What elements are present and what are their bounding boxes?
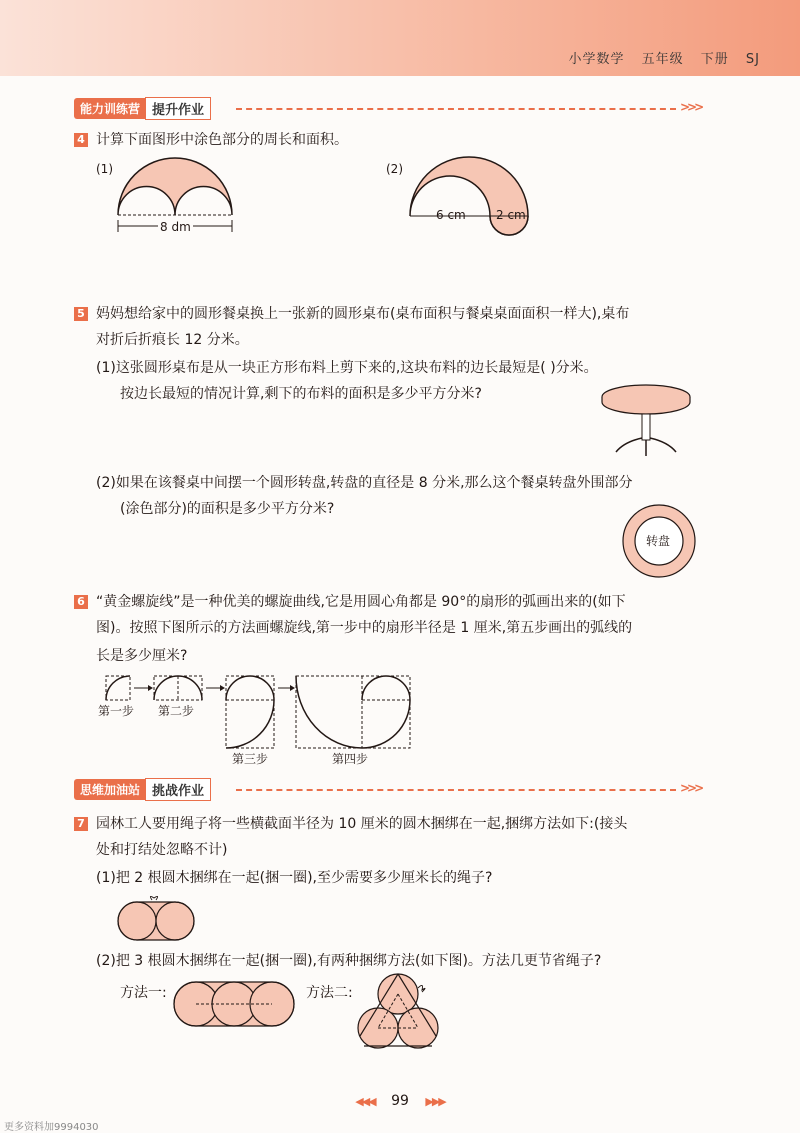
question-text: 计算下面图形中涂色部分的周长和面积。	[96, 132, 348, 148]
subquestion-text: (1)把 2 根圆木捆绑在一起(捆一圈),至少需要多少厘米长的绳子?	[96, 870, 493, 886]
next-arrows-icon: ▶▶▶	[425, 1095, 445, 1108]
question-text: 园林工人要用绳子将一些横截面半径为 10 厘米的圆木捆绑在一起,捆绑方法如下:(接头	[96, 816, 628, 832]
subquestion-text: (涂色部分)的面积是多少平方分米?	[120, 501, 335, 517]
section-header-1	[74, 97, 211, 119]
subquestion-text: (1)这张圆形桌布是从一块正方形布料上剪下来的,这块布料的边长最短是( )分米。	[96, 360, 598, 376]
question-text: 处和打结处忽略不计)	[96, 842, 228, 858]
page-number: 99	[391, 1093, 409, 1109]
step-label: 第一步	[98, 704, 135, 718]
section-tag: 思维加油站	[74, 779, 146, 800]
edition: SJ	[745, 52, 760, 67]
golden-spiral-steps-figure	[100, 672, 420, 752]
step-label: 第三步	[232, 752, 269, 766]
figure-label: (1)	[96, 162, 113, 176]
section-header-2	[74, 778, 211, 800]
three-logs-row-figure	[174, 976, 294, 1034]
watermark-text: 更多资料加9994030	[4, 1122, 99, 1133]
question-text: 图)。按照下图所示的方法画螺旋线,第一步中的扇形半径是 1 厘米,第五步画出的弧线的	[96, 620, 633, 636]
question-text: “黄金螺旋线”是一种优美的螺旋曲线,它是用圆心角都是 90°的扇形的弧画出来的(如下	[96, 594, 626, 610]
section-sub: 提升作业	[145, 97, 211, 120]
section-sub: 挑战作业	[145, 778, 211, 801]
volume: 下册	[700, 52, 729, 67]
book-info	[556, 48, 760, 67]
chevron-right-icon: >>>	[680, 781, 702, 795]
three-logs-triangle-figure	[356, 972, 440, 1052]
question-number: 6	[74, 595, 88, 609]
question-text: 长是多少厘米?	[96, 648, 188, 664]
step-label: 第四步	[332, 752, 369, 766]
two-logs-figure	[118, 896, 198, 946]
section-tag: 能力训练营	[74, 98, 146, 119]
subquestion-text: (2)如果在该餐桌中间摆一个圆形转盘,转盘的直径是 8 分米,那么这个餐桌转盘外围部分	[96, 475, 633, 491]
subquestion-text: (2)把 3 根圆木捆绑在一起(捆一圈),有两种捆绑方法(如下图)。方法几更节省绳子?	[96, 953, 602, 969]
question-number: 7	[74, 817, 88, 831]
step-label: 第二步	[158, 704, 195, 718]
question-number: 4	[74, 133, 88, 147]
round-table-icon	[600, 380, 692, 460]
figure-label: (2)	[386, 162, 403, 176]
section-divider	[236, 108, 676, 110]
method-label: 方法一:	[120, 985, 167, 1001]
subject: 小学数学	[568, 52, 625, 67]
question-text: 对折后折痕长 12 分米。	[96, 332, 249, 348]
chevron-right-icon: >>>	[680, 100, 702, 114]
method-label: 方法二:	[306, 985, 353, 1001]
grade: 五年级	[641, 52, 684, 67]
prev-arrows-icon: ◀◀◀	[355, 1095, 375, 1108]
dimension-label: 2 cm	[496, 208, 526, 222]
turntable-label: 转盘	[646, 534, 671, 548]
page-footer	[0, 1093, 800, 1109]
ring-half-figure	[400, 162, 540, 242]
question-number: 5	[74, 307, 88, 321]
question-text: 妈妈想给家中的圆形餐桌换上一张新的圆形桌布(桌布面积与餐桌桌面面积一样大),桌布	[96, 306, 630, 322]
subquestion-text: 按边长最短的情况计算,剩下的布料的面积是多少平方分米?	[120, 386, 482, 402]
dimension-label: 6 cm	[436, 208, 466, 222]
dimension-label: 8 dm	[158, 216, 193, 238]
section-divider	[236, 789, 676, 791]
